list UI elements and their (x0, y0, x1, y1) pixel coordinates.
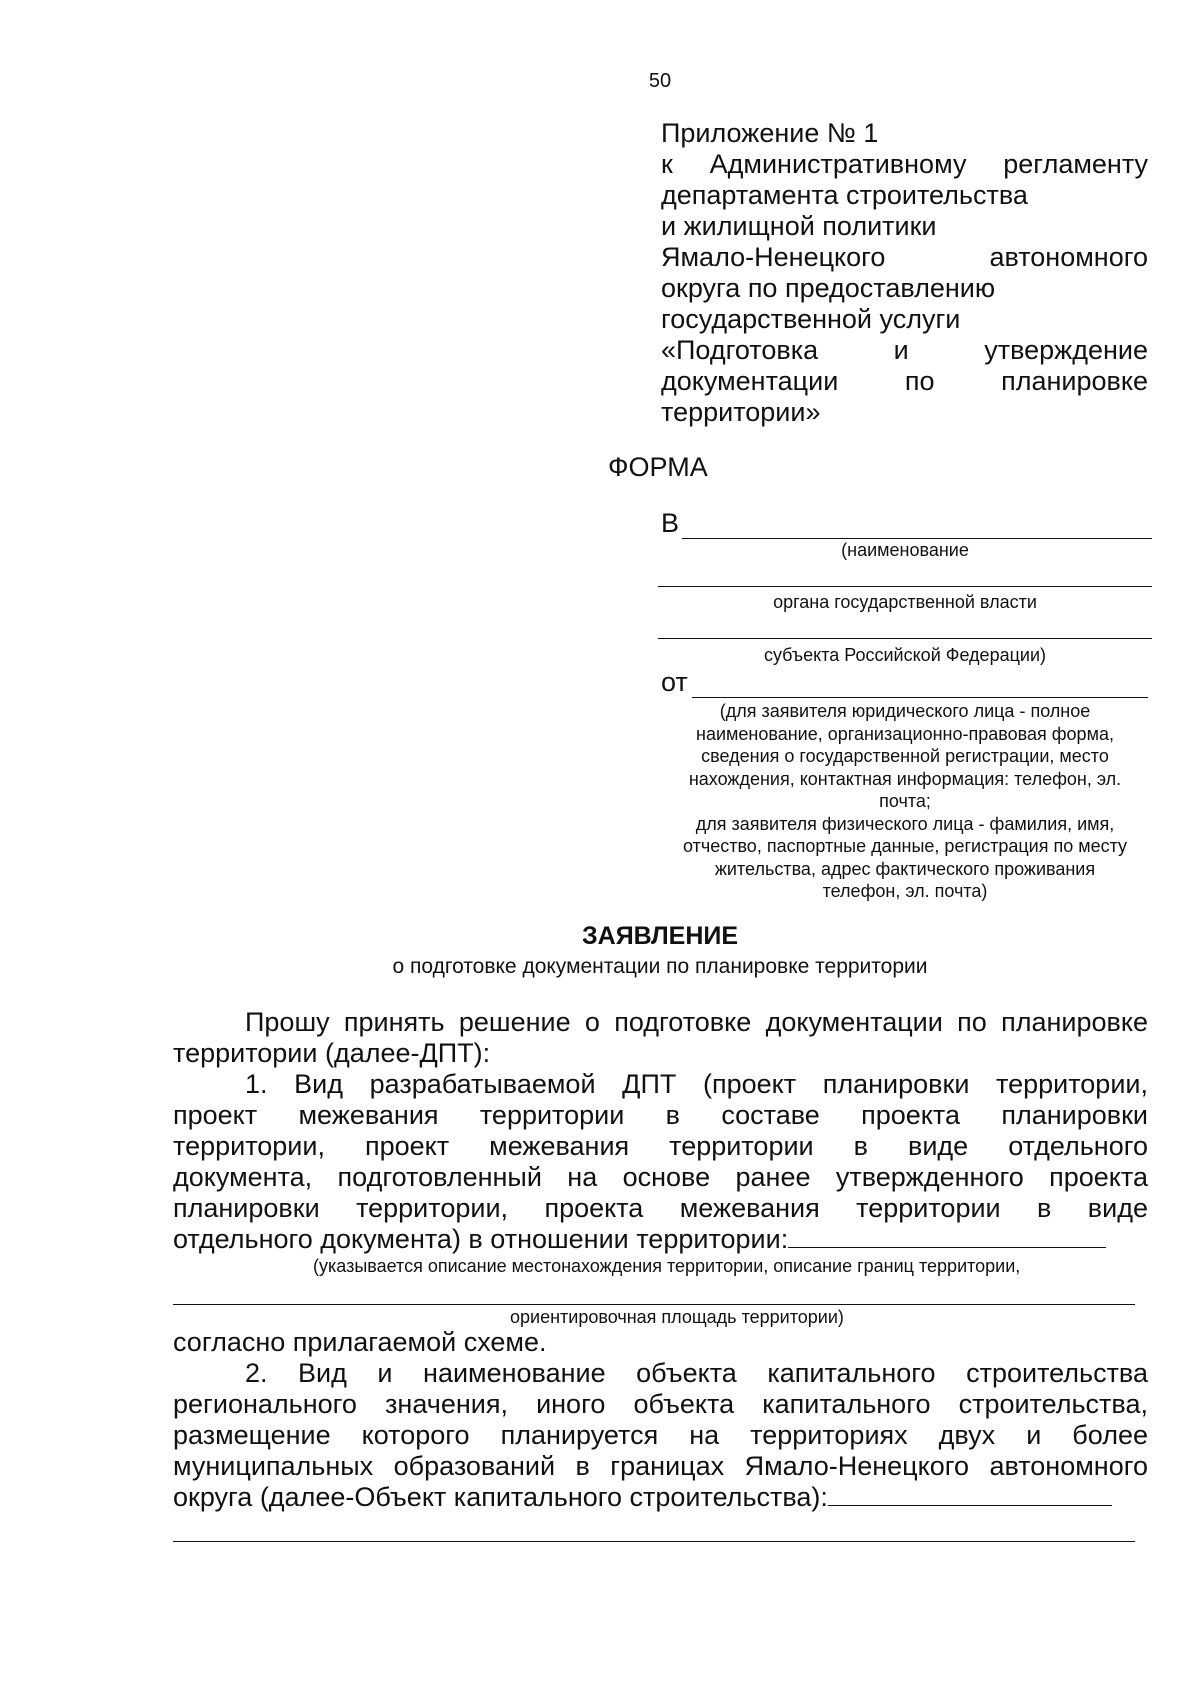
body-line: размещение которого планируется на территориях двух и более (173, 1420, 1148, 1450)
body-line-text: отдельного документа) в отношении территории: (173, 1224, 789, 1254)
body-line: регионального значения, иного объекта капитального строительства, (173, 1389, 1148, 1419)
body-line-text: округа (далее-Объект капитального строительства): (173, 1482, 828, 1512)
applicant-caption-line: почта; (879, 791, 931, 811)
appendix-line: округа по предоставлению (661, 273, 996, 303)
applicant-caption-line: отчество, паспортные данные, регистрация по месту (682, 836, 1128, 856)
addressee-field-line[interactable] (682, 538, 1152, 539)
addressee-field-line[interactable] (658, 586, 1152, 587)
appendix-line: Приложение № 1 (661, 118, 879, 148)
territory-field-line[interactable] (788, 1225, 1106, 1248)
body-line: проект межевания территории в составе проекта планировки (173, 1100, 1148, 1130)
appendix-line: департамента строительства (661, 180, 1028, 210)
applicant-caption-line: (для заявителя юридического лица - полное (719, 701, 1091, 721)
body-line: документа, подготовленный на основе ранее утвержденного проекта (173, 1162, 1148, 1192)
statement-title: ЗАЯВЛЕНИЕ (581, 922, 739, 950)
appendix-line: территории» (661, 397, 821, 427)
body-line: муниципальных образований в границах Ямало-Ненецкого автономного (173, 1451, 1148, 1481)
body-line: территории, проект межевания территории в виде отдельного (173, 1131, 1148, 1161)
statement-body-part1 (173, 1007, 1148, 1255)
object-field-line-2[interactable] (173, 1541, 1135, 1542)
appendix-line: документации по планировке (661, 366, 1148, 396)
body-line: 2. Вид и наименование объекта капитального строительства (245, 1358, 1148, 1388)
statement-subtitle: о подготовке документации по планировке территории (392, 955, 928, 978)
form-label: ФОРМА (608, 452, 708, 482)
appendix-line: «Подготовка и утверждение (661, 335, 1148, 365)
statement-body-part2 (173, 1327, 1148, 1513)
addressee-field-line[interactable] (658, 638, 1152, 639)
appendix-line: к Административному регламенту (661, 149, 1148, 179)
applicant-caption-line: жительства, адрес фактического проживания (714, 858, 1096, 879)
applicant-caption-line: нахождения, контактная информация: телефон, эл. (688, 768, 1122, 789)
page-number: 50 (648, 70, 672, 92)
body-line: 1. Вид разрабатываемой ДПТ (проект планировки территории, (245, 1069, 1148, 1099)
applicant-caption-line: сведения о государственной регистрации, место (701, 746, 1109, 766)
body-line: согласно прилагаемой схеме. (173, 1327, 547, 1357)
territory-field-line-2[interactable] (173, 1304, 1135, 1305)
addressee-to-prefix: В (661, 508, 680, 538)
body-line: территории (далее-ДПТ): (173, 1038, 491, 1068)
applicant-caption (658, 700, 1152, 903)
object-field-line[interactable] (828, 1483, 1112, 1506)
addressee-caption: органа государственной власти (773, 592, 1037, 612)
body-line-with-blank (173, 1482, 1148, 1513)
addressee-caption: (наименование (841, 540, 969, 560)
body-line-with-blank (173, 1224, 1148, 1255)
body-line: планировки территории, проекта межевания территории в виде (173, 1193, 1148, 1223)
applicant-field-line[interactable] (692, 697, 1148, 698)
territory-caption: (указывается описание местонахождения территории, описание границ территории, (313, 1256, 1021, 1276)
appendix-heading (661, 118, 1148, 428)
applicant-caption-line: наименование, организационно-правовая форма, (696, 723, 1114, 744)
territory-caption: ориентировочная площадь территории) (510, 1307, 844, 1327)
appendix-line: государственной услуги (661, 304, 961, 334)
appendix-line: Ямало-Ненецкого автономного (661, 242, 1148, 272)
body-line: Прошу принять решение о подготовке документации по планировке (245, 1007, 1148, 1037)
appendix-line: и жилищной политики (661, 211, 937, 241)
addressee-caption: субъекта Российской Федерации) (763, 645, 1047, 665)
applicant-caption-line: для заявителя физического лица - фамилия, имя, (695, 813, 1115, 834)
applicant-from-prefix: от (661, 667, 688, 697)
applicant-caption-line: телефон, эл. почта) (822, 881, 988, 901)
